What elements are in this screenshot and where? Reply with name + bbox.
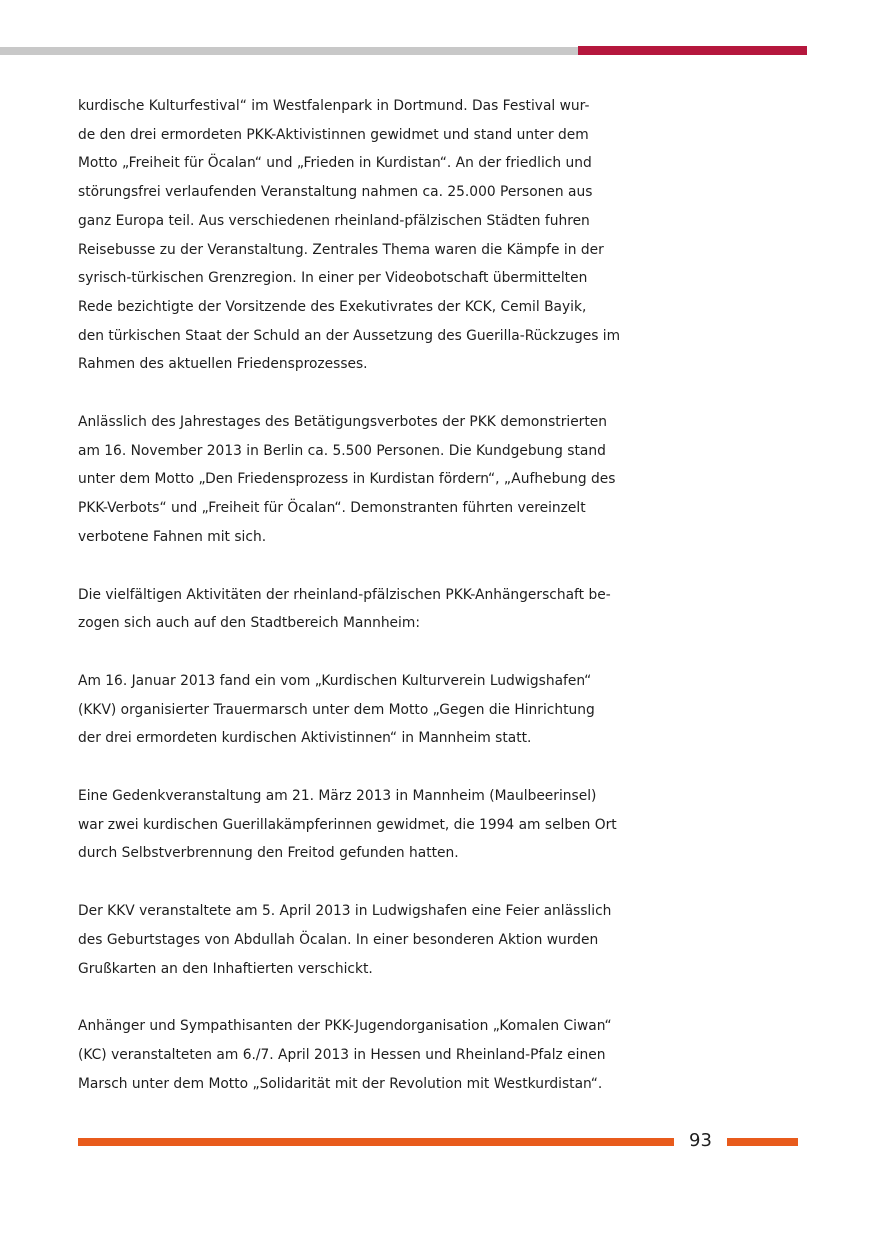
text-line: (KC) veranstalteten am 6./7. April 2013 in Hessen und Rheinland-Pfalz einen: [78, 1046, 606, 1063]
text-line: unter dem Motto „Den Friedensprozess in Kurdistan fördern“, „Aufhebung des: [78, 471, 616, 488]
text-line: durch Selbstverbrennung den Freitod gefunden hatten.: [78, 845, 459, 862]
paragraph: [78, 667, 803, 753]
text-line: Anlässlich des Jahrestages des Betätigungsverbotes der PKK demonstrierten: [78, 414, 607, 431]
footer-rule-left: [78, 1138, 674, 1146]
text-line: störungsfrei verlaufenden Veranstaltung nahmen ca. 25.000 Personen aus: [78, 184, 593, 201]
text-line: Rede bezichtigte der Vorsitzende des Exekutivrates der KCK, Cemil Bayik,: [78, 298, 587, 315]
body-text: [78, 92, 803, 1127]
text-line: verbotene Fahnen mit sich.: [78, 528, 267, 545]
header-rule-accent: [578, 46, 807, 55]
text-line: des Geburtstages von Abdullah Öcalan. In einer besonderen Aktion wurden: [78, 931, 599, 948]
text-line: PKK-Verbots“ und „Freiheit für Öcalan“. Demonstranten führten vereinzelt: [78, 500, 586, 517]
text-line: Anhänger und Sympathisanten der PKK-Jugendorganisation „Komalen Ciwan“: [78, 1018, 612, 1035]
text-line: Rahmen des aktuellen Friedensprozesses.: [78, 356, 368, 373]
paragraph: [78, 1012, 803, 1098]
text-line: Die vielfältigen Aktivitäten der rheinland-pfälzischen PKK-Anhängerschaft be-: [78, 586, 611, 603]
text-line: (KKV) organisierter Trauermarsch unter dem Motto „Gegen die Hinrichtung: [78, 701, 595, 718]
text-line: Am 16. Januar 2013 fand ein vom „Kurdischen Kulturverein Ludwigshafen“: [78, 672, 592, 689]
header-rule-gray: [0, 47, 578, 55]
paragraph: [78, 581, 803, 638]
text-line: de den drei ermordeten PKK-Aktivistinnen gewidmet und stand unter dem: [78, 126, 589, 143]
text-line: Grußkarten an den Inhaftierten verschickt.: [78, 960, 373, 977]
text-line: zogen sich auch auf den Stadtbereich Mannheim:: [78, 615, 420, 632]
paragraph: [78, 408, 803, 552]
text-line: ganz Europa teil. Aus verschiedenen rheinland-pfälzischen Städten fuhren: [78, 212, 590, 229]
text-line: Reisebusse zu der Veranstaltung. Zentrales Thema waren die Kämpfe in der: [78, 241, 604, 258]
footer-rule-right: [727, 1138, 798, 1146]
text-line: den türkischen Staat der Schuld an der Aussetzung des Guerilla-Rückzuges im: [78, 327, 621, 344]
text-line: war zwei kurdischen Guerillakämpferinnen gewidmet, die 1994 am selben Ort: [78, 816, 617, 833]
text-line: am 16. November 2013 in Berlin ca. 5.500 Personen. Die Kundgebung stand: [78, 442, 606, 459]
text-line: Marsch unter dem Motto „Solidarität mit der Revolution mit Westkurdistan“.: [78, 1075, 603, 1092]
text-line: kurdische Kulturfestival“ im Westfalenpark in Dortmund. Das Festival wur-: [78, 98, 590, 114]
page-number: 93: [689, 1130, 712, 1151]
text-line: der drei ermordeten kurdischen Aktivistinnen“ in Mannheim statt.: [78, 730, 532, 747]
text-line: Motto „Freiheit für Öcalan“ und „Frieden in Kurdistan“. An der friedlich und: [78, 155, 592, 172]
text-line: Eine Gedenkveranstaltung am 21. März 2013 in Mannheim (Maulbeerinsel): [78, 788, 597, 805]
paragraph: [78, 92, 803, 379]
paragraph: [78, 782, 803, 868]
paragraph: [78, 897, 803, 983]
text-line: syrisch-türkischen Grenzregion. In einer per Videobotschaft übermittelten: [78, 270, 588, 287]
text-line: Der KKV veranstaltete am 5. April 2013 in Ludwigshafen eine Feier anlässlich: [78, 903, 612, 920]
